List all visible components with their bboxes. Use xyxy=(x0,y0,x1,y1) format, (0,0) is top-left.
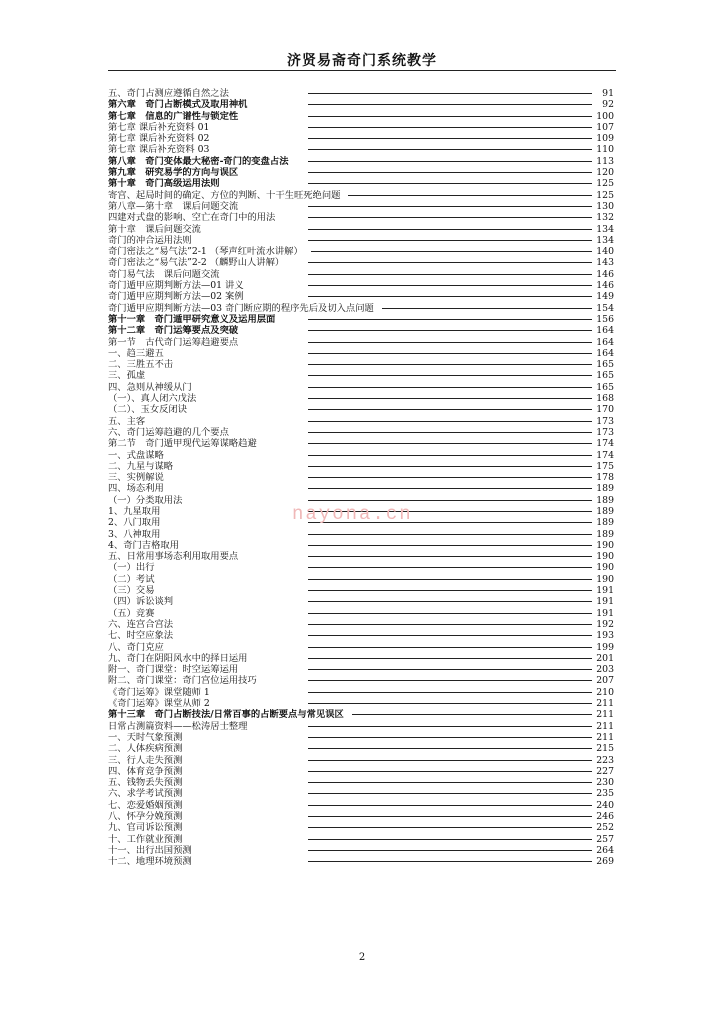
toc-entry-page: 211 xyxy=(596,709,614,721)
toc-leader-line xyxy=(308,398,592,399)
toc-entry-page: 190 xyxy=(596,551,614,563)
toc-entry xyxy=(108,99,614,110)
toc-entry xyxy=(108,144,614,155)
toc-entry-page: 193 xyxy=(596,630,614,642)
toc-entry-title: 九、官司诉讼预测 xyxy=(108,822,183,834)
toc-entry-page: 189 xyxy=(596,483,614,495)
toc-entry-page: 178 xyxy=(596,472,614,484)
toc-entry-title: 2、八门取用 xyxy=(108,517,161,529)
toc-entry-title: 七、时空应象法 xyxy=(108,630,174,642)
toc-entry-title: 二、三胜五不击 xyxy=(108,359,174,371)
toc-leader-line xyxy=(308,217,592,218)
toc-entry-page: 246 xyxy=(596,811,614,822)
toc-entry-title: 六、求学考试预测 xyxy=(108,788,183,800)
toc-leader-line xyxy=(308,172,592,173)
toc-entry-title: 五、日常用事场态利用取用要点 xyxy=(108,551,239,563)
toc-entry-page: 110 xyxy=(596,144,614,156)
toc-entry-title: 奇门密法之“易气法”2-1 （琴声红叶流水讲解） xyxy=(108,246,303,258)
toc-entry xyxy=(108,472,614,483)
toc-leader-line xyxy=(308,183,592,184)
toc-leader-line xyxy=(308,793,592,794)
toc-entry-page: 149 xyxy=(596,291,614,303)
toc-entry-page: 165 xyxy=(596,359,614,371)
toc-entry-page: 132 xyxy=(596,212,614,224)
toc-entry-page: 189 xyxy=(596,528,614,540)
toc-leader-line xyxy=(308,635,592,636)
toc-entry-title: 第七章 课后补充资料 01 xyxy=(108,121,210,133)
toc-entry xyxy=(108,562,614,573)
toc-entry-page: 168 xyxy=(596,393,614,405)
toc-entry-title: 4、奇门吉格取用 xyxy=(108,539,179,551)
page-number: 2 xyxy=(358,952,366,963)
toc-entry-page: 134 xyxy=(596,223,614,235)
toc-leader-line xyxy=(308,500,592,501)
toc-entry xyxy=(108,337,614,348)
toc-entry xyxy=(108,596,614,607)
toc-entry-title: （三）交易 xyxy=(108,585,155,597)
toc-entry-title: 四建对式盘的影响、空亡在奇门中的用法 xyxy=(108,212,276,224)
toc-entry-title: 《奇门运筹》课堂随师 1 xyxy=(108,686,210,698)
toc-leader-line xyxy=(308,330,592,331)
toc-entry xyxy=(108,156,614,167)
toc-entry-page: 227 xyxy=(596,765,614,777)
toc-leader-line xyxy=(308,443,592,444)
toc-entry-page: 190 xyxy=(596,562,614,574)
toc-entry-title: 第九章 研究易学的方向与误区 xyxy=(108,167,239,179)
toc-entry xyxy=(108,280,614,291)
toc-leader-line xyxy=(308,534,592,535)
toc-leader-line xyxy=(308,375,592,376)
toc-leader-line xyxy=(308,229,592,230)
toc-entry-title: 第七章 信息的广谱性与锁定性 xyxy=(108,110,239,122)
toc-entry-page: 223 xyxy=(596,754,614,766)
toc-entry xyxy=(108,438,614,449)
toc-entry xyxy=(108,483,614,494)
toc-leader-line xyxy=(308,477,592,478)
toc-leader-line xyxy=(311,251,592,252)
toc-entry-page: 100 xyxy=(596,110,614,122)
toc-entry-title: 1、九星取用 xyxy=(108,505,161,517)
toc-entry-title: 六、连宫合宫法 xyxy=(108,618,174,630)
toc-entry xyxy=(108,822,614,833)
toc-entry-title: （五）竞赛 xyxy=(108,607,155,619)
toc-entry-page: 146 xyxy=(596,268,614,280)
toc-entry xyxy=(108,619,614,630)
toc-entry xyxy=(108,257,614,268)
toc-entry-page: 164 xyxy=(596,336,614,348)
toc-entry xyxy=(108,856,614,867)
toc-entry xyxy=(108,608,614,619)
toc-entry-title: 四、急则从神缓从门 xyxy=(108,381,192,393)
toc-leader-line xyxy=(308,782,592,783)
toc-entry xyxy=(108,675,614,686)
toc-leader-line xyxy=(308,771,592,772)
toc-leader-line xyxy=(308,93,592,94)
toc-entry-title: 第一节 古代奇门运筹趋避要点 xyxy=(108,336,239,348)
toc-entry-title: 奇门遁甲应期判断方法—01 讲义 xyxy=(108,280,244,292)
toc-entry-page: 130 xyxy=(596,200,614,212)
toc-entry xyxy=(108,777,614,788)
toc-entry-page: 113 xyxy=(596,155,614,167)
toc-entry-title: 八、怀孕分娩预测 xyxy=(108,811,183,822)
toc-entry-page: 264 xyxy=(596,844,614,856)
toc-entry xyxy=(108,269,614,280)
toc-entry-page: 174 xyxy=(596,438,614,450)
toc-leader-line xyxy=(308,737,592,738)
toc-entry-title: 九、奇门在阴阳风水中的择日运用 xyxy=(108,652,248,664)
toc-entry-page: 134 xyxy=(596,234,614,246)
toc-entry-title: 一、天时气象预测 xyxy=(108,731,183,743)
toc-entry-title: （一）分类取用法 xyxy=(108,494,183,506)
toc-leader-line xyxy=(308,850,592,851)
toc-leader-line xyxy=(308,240,592,241)
toc-entry-title: 第十二章 奇门运筹要点及突破 xyxy=(108,325,239,337)
toc-entry xyxy=(108,201,614,212)
toc-entry xyxy=(108,370,614,381)
toc-entry-page: 174 xyxy=(596,449,614,461)
toc-entry-page: 211 xyxy=(596,720,614,732)
toc-entry-title: 附二、奇门课堂：奇门宫位运用技巧 xyxy=(108,675,257,687)
toc-leader-line xyxy=(308,455,592,456)
toc-entry-title: 三、实例解说 xyxy=(108,472,164,484)
toc-leader-line xyxy=(308,104,592,105)
toc-entry-title: 日常占测篇资料——松涛居士整理 xyxy=(108,720,248,732)
toc-entry-page: 173 xyxy=(596,415,614,427)
toc-leader-line xyxy=(308,613,592,614)
toc-entry-page: 146 xyxy=(596,280,614,292)
toc-entry xyxy=(108,291,614,302)
toc-leader-line xyxy=(308,760,592,761)
toc-entry xyxy=(108,382,614,393)
toc-leader-line xyxy=(308,805,592,806)
toc-entry xyxy=(108,212,614,223)
toc-entry-title: 第十一章 奇门遁甲研究意义及运用层面 xyxy=(108,313,276,325)
toc-entry xyxy=(108,427,614,438)
toc-leader-line xyxy=(308,590,592,591)
toc-entry-page: 190 xyxy=(596,539,614,551)
toc-entry xyxy=(108,348,614,359)
toc-leader-line xyxy=(308,127,592,128)
toc-entry-title: 第十三章 奇门占断技法/日常百事的占断要点与常见误区 xyxy=(108,709,344,721)
toc-entry-title: 五、奇门占测应遵循自然之法 xyxy=(108,88,229,99)
toc-leader-line xyxy=(308,206,592,207)
toc-leader-line xyxy=(348,195,592,196)
toc-leader-line xyxy=(308,161,592,162)
toc-entry xyxy=(108,359,614,370)
toc-entry-title: （四）诉讼谈判 xyxy=(108,596,174,608)
toc-entry-title: 第八章—第十章 课后问题交流 xyxy=(108,200,239,212)
toc-entry xyxy=(108,664,614,675)
toc-entry-page: 211 xyxy=(596,698,614,710)
toc-entry xyxy=(108,122,614,133)
toc-entry-title: （一）出行 xyxy=(108,562,155,574)
toc-entry-title: 五、钱物丢失预测 xyxy=(108,777,183,789)
toc-entry xyxy=(108,788,614,799)
toc-entry-page: 189 xyxy=(596,505,614,517)
toc-entry-page: 173 xyxy=(596,426,614,438)
toc-leader-line xyxy=(308,827,592,828)
toc-entry-page: 91 xyxy=(602,88,614,99)
toc-entry xyxy=(108,540,614,551)
toc-entry xyxy=(108,416,614,427)
toc-entry-page: 240 xyxy=(596,799,614,811)
toc-leader-line xyxy=(308,262,592,263)
toc-entry-title: 《奇门运筹》课堂从师 2 xyxy=(108,698,210,710)
toc-entry xyxy=(108,834,614,845)
toc-entry xyxy=(108,585,614,596)
toc-entry xyxy=(108,766,614,777)
toc-entry-page: 125 xyxy=(596,178,614,190)
toc-entry xyxy=(108,732,614,743)
toc-entry-title: 四、体育竞争预测 xyxy=(108,765,183,777)
toc-leader-line xyxy=(308,601,592,602)
watermark: nayona.cn xyxy=(292,503,413,525)
toc-entry-page: 165 xyxy=(596,381,614,393)
toc-entry xyxy=(108,190,614,201)
toc-entry-page: 156 xyxy=(596,313,614,325)
toc-leader-line xyxy=(308,556,592,557)
toc-leader-line xyxy=(308,421,592,422)
toc-leader-line xyxy=(308,116,592,117)
toc-leader-line xyxy=(308,364,592,365)
toc-leader-line xyxy=(308,680,592,681)
toc-entry-page: 109 xyxy=(596,133,614,145)
toc-entry xyxy=(108,303,614,314)
toc-entry xyxy=(108,743,614,754)
toc-entry-page: 190 xyxy=(596,573,614,585)
toc-entry-title: 三、行人走失预测 xyxy=(108,754,183,766)
toc-leader-line xyxy=(308,647,592,648)
toc-leader-line xyxy=(308,285,592,286)
toc-entry xyxy=(108,224,614,235)
toc-entry-page: 143 xyxy=(596,257,614,269)
toc-entry xyxy=(108,755,614,766)
toc-entry-title: 附一、奇门课堂：时空运筹运用 xyxy=(108,664,239,676)
toc-entry-page: 189 xyxy=(596,494,614,506)
toc-entry-title: 奇门的冲合运用法则 xyxy=(108,234,192,246)
toc-entry xyxy=(108,461,614,472)
toc-entry xyxy=(108,529,614,540)
toc-entry-page: 189 xyxy=(596,517,614,529)
toc-leader-line xyxy=(308,342,592,343)
toc-entry-title: 十一、出行出国预测 xyxy=(108,844,192,856)
toc-entry-page: 191 xyxy=(596,585,614,597)
toc-entry xyxy=(108,314,614,325)
toc-entry-title: （二）考试 xyxy=(108,573,155,585)
toc-entry xyxy=(108,574,614,585)
toc-leader-line xyxy=(308,692,592,693)
toc-leader-line xyxy=(308,624,592,625)
toc-leader-line xyxy=(308,748,592,749)
toc-entry xyxy=(108,325,614,336)
toc-entry-page: 252 xyxy=(596,822,614,834)
toc-entry-page: 120 xyxy=(596,167,614,179)
toc-entry-title: 奇门密法之“易气法”2-2 （麟野山人讲解） xyxy=(108,257,285,269)
toc-entry-page: 199 xyxy=(596,641,614,653)
toc-entry-page: 207 xyxy=(596,675,614,687)
toc-entry-page: 191 xyxy=(596,607,614,619)
toc-leader-line xyxy=(308,296,592,297)
toc-entry xyxy=(108,800,614,811)
toc-entry xyxy=(108,450,614,461)
toc-entry-page: 165 xyxy=(596,370,614,382)
toc-leader-line xyxy=(308,658,592,659)
toc-entry-title: 奇门遁甲应期判断方法—02 案例 xyxy=(108,291,244,303)
toc-entry-page: 269 xyxy=(596,856,614,868)
toc-leader-line xyxy=(382,308,592,309)
toc-entry-title: 六、奇门运筹趋避的几个要点 xyxy=(108,426,229,438)
page-header-title: 济贤易斋奇门系统教学 xyxy=(287,53,437,69)
toc-entry-title: 第七章 课后补充资料 02 xyxy=(108,133,210,145)
toc-leader-line xyxy=(308,726,592,727)
toc-entry xyxy=(108,235,614,246)
toc-entry-title: 3、八神取用 xyxy=(108,528,161,540)
toc-entry-title: 寄宫、起局时间的确定、方位的判断、十干生旺死绝问题 xyxy=(108,189,341,201)
toc-entry xyxy=(108,393,614,404)
toc-leader-line xyxy=(308,861,592,862)
toc-entry xyxy=(108,178,614,189)
toc-entry xyxy=(108,551,614,562)
toc-entry-title: 第十章 课后问题交流 xyxy=(108,223,201,235)
toc-entry xyxy=(108,698,614,709)
toc-entry-title: 十二、地理环境预测 xyxy=(108,856,192,868)
toc-leader-line xyxy=(308,567,592,568)
toc-entry-title: （一）、真人闭六戊法 xyxy=(108,393,197,405)
toc-entry-page: 210 xyxy=(596,686,614,698)
toc-entry xyxy=(108,653,614,664)
toc-leader-line xyxy=(308,703,592,704)
toc-entry xyxy=(108,630,614,641)
toc-entry-page: 192 xyxy=(596,618,614,630)
toc-entry-title: 二、九星与谋略 xyxy=(108,460,174,472)
toc-entry xyxy=(108,811,614,822)
toc-entry-title: 八、奇门克应 xyxy=(108,641,164,653)
toc-entry-page: 175 xyxy=(596,460,614,472)
toc-entry-page: 107 xyxy=(596,121,614,133)
toc-entry-page: 125 xyxy=(596,189,614,201)
toc-entry xyxy=(108,167,614,178)
toc-entry-page: 203 xyxy=(596,664,614,676)
toc-entry-title: 一、趋三避五 xyxy=(108,347,164,359)
toc-leader-line xyxy=(308,466,592,467)
toc-leader-line xyxy=(308,138,592,139)
toc-entry xyxy=(108,721,614,732)
toc-entry-page: 154 xyxy=(596,302,614,314)
toc-leader-line xyxy=(308,409,592,410)
toc-leader-line xyxy=(308,545,592,546)
toc-entry-title: 第二节 奇门遁甲现代运筹谋略趋避 xyxy=(108,438,257,450)
table-of-contents xyxy=(108,88,614,867)
toc-entry xyxy=(108,687,614,698)
toc-entry-title: 四、场态利用 xyxy=(108,483,164,495)
toc-leader-line xyxy=(308,488,592,489)
toc-entry-page: 170 xyxy=(596,404,614,416)
toc-entry-page: 211 xyxy=(596,731,614,743)
toc-leader-line xyxy=(308,319,592,320)
toc-leader-line xyxy=(308,669,592,670)
toc-leader-line xyxy=(308,816,592,817)
toc-entry xyxy=(108,246,614,257)
toc-entry xyxy=(108,642,614,653)
toc-entry-page: 92 xyxy=(602,99,614,111)
toc-leader-line xyxy=(352,714,592,715)
toc-entry-page: 191 xyxy=(596,596,614,608)
toc-leader-line xyxy=(308,579,592,580)
toc-entry xyxy=(108,133,614,144)
toc-entry-page: 164 xyxy=(596,325,614,337)
toc-entry xyxy=(108,709,614,720)
toc-entry-title: （二）、玉女反闭诀 xyxy=(108,404,188,416)
toc-entry xyxy=(108,404,614,415)
toc-entry-title: 第八章 奇门变体最大秘密-奇门的变盘占法 xyxy=(108,155,289,167)
toc-entry-title: 二、人体疾病预测 xyxy=(108,743,183,755)
toc-entry-title: 五、主客 xyxy=(108,415,146,427)
toc-leader-line xyxy=(308,432,592,433)
toc-entry xyxy=(108,88,614,99)
toc-leader-line xyxy=(308,274,592,275)
toc-entry-page: 215 xyxy=(596,743,614,755)
toc-entry-page: 257 xyxy=(596,833,614,845)
toc-entry-title: 三、孤虚 xyxy=(108,370,146,382)
toc-entry-title: 奇门遁甲应期判断方法—03 奇门断应期的程序先后及切入点问题 xyxy=(108,302,374,314)
toc-entry xyxy=(108,845,614,856)
toc-entry-title: 第七章 课后补充资料 03 xyxy=(108,144,210,156)
toc-entry-page: 140 xyxy=(596,246,614,258)
toc-leader-line xyxy=(308,839,592,840)
toc-entry-title: 十、工作就业预测 xyxy=(108,833,183,845)
toc-entry-page: 164 xyxy=(596,347,614,359)
toc-entry-title: 第十章 奇门高级运用法则 xyxy=(108,178,220,190)
toc-entry-page: 230 xyxy=(596,777,614,789)
toc-entry-page: 235 xyxy=(596,788,614,800)
toc-entry-page: 201 xyxy=(596,652,614,664)
toc-entry xyxy=(108,111,614,122)
toc-leader-line xyxy=(308,353,592,354)
toc-entry-title: 一、式盘谋略 xyxy=(108,449,164,461)
header-divider xyxy=(108,70,616,71)
toc-entry-title: 七、恋爱婚姻预测 xyxy=(108,799,183,811)
toc-leader-line xyxy=(308,149,592,150)
toc-entry-title: 奇门易气法 课后问题交流 xyxy=(108,268,220,280)
toc-leader-line xyxy=(308,387,592,388)
toc-entry-title: 第六章 奇门占断模式及取用神机 xyxy=(108,99,248,111)
